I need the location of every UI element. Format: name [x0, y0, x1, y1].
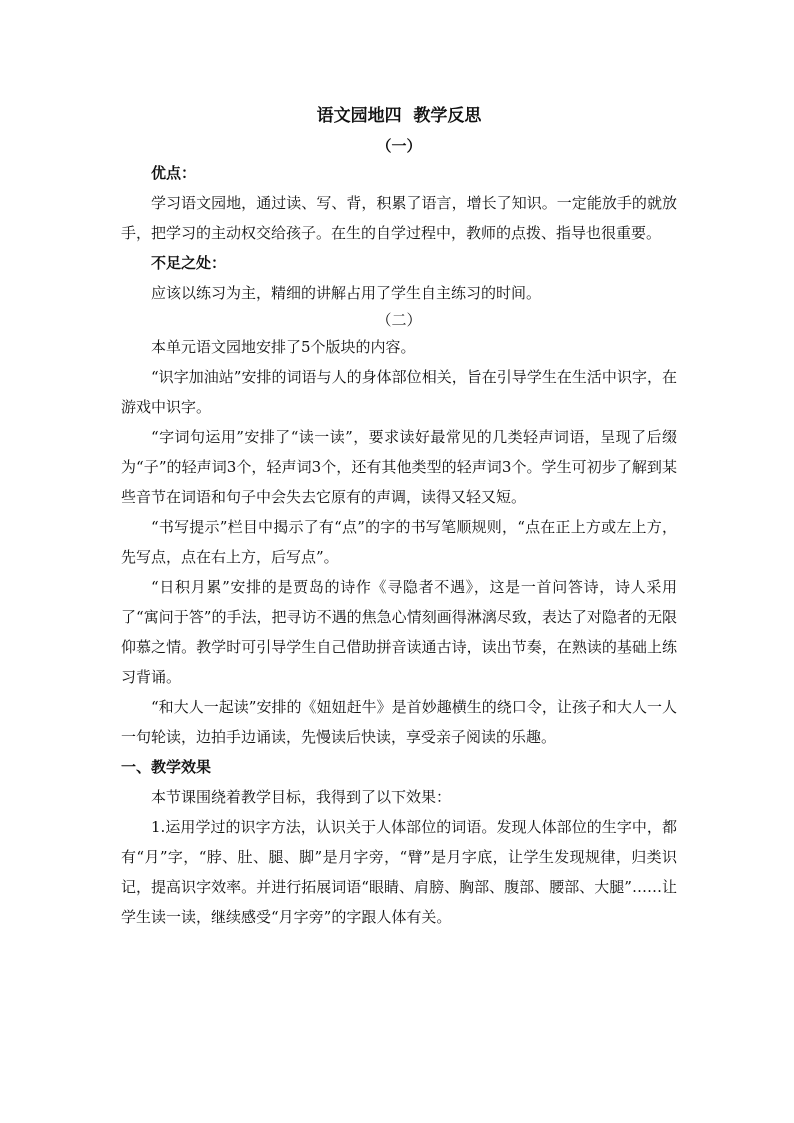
teaching-effects-point: 1.运用学过的识字方法，认识关于人体部位的词语。发现人体部位的生字中，都有“月”字，“脖、肚、腿、脚”是月字旁，“臂”是月字底，让学生发现规律，归类识记，提高识字效率。并进行拓展词语“眼睛、肩膀、胸部、腹部、腰部、大腿”……让学生读一读，继续感受“月字旁”的字跟人体有关。	[121, 818, 677, 926]
section-two-paragraph: “识字加油站”安排的词语与人的身体部位相关，旨在引导学生在生活中识字，在游戏中识字。	[121, 368, 677, 416]
document-content	[121, 100, 677, 932]
section-two-paragraph: 本单元语文园地安排了5个版块的内容。	[151, 338, 416, 356]
weaknesses-heading: 不足之处：	[151, 254, 227, 272]
weaknesses-paragraph: 应该以练习为主，精细的讲解占用了学生自主练习的时间。	[151, 284, 542, 302]
strengths-heading: 优点：	[151, 164, 197, 182]
section-one-label: （一）	[376, 137, 422, 155]
section-two-label: （二）	[376, 311, 422, 329]
section-two-paragraph: “书写提示”栏目中揭示了有“点”的字的书写笔顺规则，“点在正上方或左上方，先写点，点在右上方，后写点”。	[121, 518, 677, 566]
document-title: 语文园地四 教学反思	[316, 106, 482, 126]
section-two-paragraph: “日积月累”安排的是贾岛的诗作《寻隐者不遇》，这是一首问答诗，诗人采用了“寓问于答”的手法，把寻访不遇的焦急心情刻画得淋漓尽致，表达了对隐者的无限仰慕之情。教学时可引导学生自己借助拼音读通古诗，读出节奏，在熟读的基础上练习背诵。	[121, 578, 677, 686]
section-two-paragraph: “字词句运用”安排了“读一读”，要求读好最常见的几类轻声词语，呈现了后缀为“子”的轻声词3个，轻声词3个，还有其他类型的轻声词3个。学生可初步了解到某些音节在词语和句子中会失去它原有的声调，读得又轻又短。	[121, 428, 677, 506]
teaching-effects-intro: 本节课围绕着教学目标，我得到了以下效果：	[151, 788, 452, 806]
section-two-paragraph: “和大人一起读”安排的《妞妞赶牛》是首妙趣横生的绕口令，让孩子和大人一人一句轮读，边拍手边诵读，先慢读后快读，享受亲子阅读的乐趣。	[121, 698, 677, 746]
teaching-effects-heading: 一、教学效果	[121, 758, 212, 776]
strengths-paragraph: 学习语文园地，通过读、写、背，积累了语言，增长了知识。一定能放手的就放手，把学习的主动权交给孩子。在生的自学过程中，教师的点拨、指导也很重要。	[121, 194, 677, 242]
